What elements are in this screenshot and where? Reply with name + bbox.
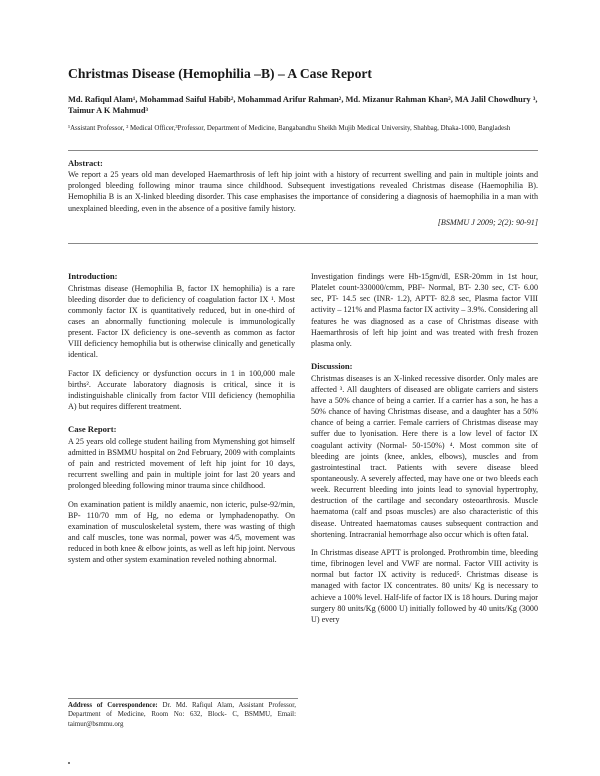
page-mark <box>68 762 70 764</box>
discussion-paragraph-2: In Christmas disease APTT is prolonged. Prothrombin time, bleeding time, fibrinogen level and VWF are normal. Factor VIII activity is normal but factor IX activity is reduced⁵. Christmas disease is managed with factor IX concentrates. 80 units/ Kg is necessary to achieve a 100% level. Half-life of factor IX is 18 hours. During major surgery 80 units/Kg (6000 U) initially followed by 40 units/Kg (3000 U) every <box>311 547 538 624</box>
journal-citation: [BSMMU J 2009; 2(2): 90-91] <box>437 218 538 227</box>
correspondence-text: Dr. Md. Rafiqul Alam, Assistant Professor, Department of Medicine, Room No: 632, Block- C, BSMMU, Email: taimur@bsmmu.org <box>68 702 296 728</box>
introduction-paragraph-1: Christmas disease (Hemophilia B, factor IX hemophilia) is a rare bleeding disorder due to deficiency of coagulation factor IX ¹. Most commonly factor IX is quantitatively reduced, but in one-third of cases an abnormally functioning molecule is immunologically present. Factor IX deficiency is one–seventh as common as factor VIII deficiency hemophilia but is otherwise clinically and genetically identical. <box>68 283 295 360</box>
correspondence-label: Address of Correspondence: <box>68 702 158 709</box>
discussion-heading: Discussion: <box>311 361 353 372</box>
author-list: Md. Rafiqul Alam¹, Mohammad Saiful Habib², Mohammad Arifur Rahman², Md. Mizanur Rahman Khan², MA Jalil Chowdhury ³, Taimur A K Mahmud³ <box>68 95 538 115</box>
introduction-heading: Introduction: <box>68 271 118 281</box>
divider-top <box>68 150 538 151</box>
correspondence-address <box>68 701 296 729</box>
divider-address <box>68 698 298 699</box>
abstract-heading: Abstract: <box>68 158 103 168</box>
paper-title: Christmas Disease (Hemophilia –B) – A Case Report <box>68 66 372 81</box>
discussion-paragraph-1: Christmas diseases is an X-linked recessive disorder. Only males are affected ³. All daughters of diseased are obligate carriers and sisters have a 50% chance of being a carrier. If a carrier has a son, he has a 50% chance of having Christmas disease, and a daughter has a 50% chance of being a carrier. Female carriers of Christmas disease may suffer due to lyonisation. Here there is a low level of factor IX coagulant activity (Normal- 50-150%) ⁴. Most common site of bleeding are joints (knee, ankles, elbows), muscles and from gastrointestinal tract. Patients with severe disease bleed spontaneously. A severely affected, may have one or two bleeds each week. Recurrent bleeding into joints lead to synovial hypertrophy, destruction of the cartilage and secondary osteoarthrosis. Muscle haematoma (calf and psoas muscles) are also characteristic of this disease. Untreated haematomas causes subsequent contraction and shortening. Intracranial hemorrhage also occur which is often fatal. <box>311 373 538 539</box>
case-report-heading: Case Report: <box>68 424 117 435</box>
case-report-paragraph-1: A 25 years old college student hailing from Mymenshing got himself admitted in BSMMU hospital on 2nd February, 2009 with complaints of pain and restricted movement of left hip joint for 10 days, recurrent swelling and pain in multiple joint for last 20 years and prolonged bleeding following minor trauma since childhood. <box>68 436 295 491</box>
introduction-paragraph-2: Factor IX deficiency or dysfunction occurs in 1 in 100,000 male births². Accurate laboratory diagnosis is critical, since it is indistinguishable clinically from factor VIII deficiency (hemophilia A) but requires different treatment. <box>68 368 295 412</box>
affiliations: ¹Assistant Professor, ² Medical Officer,³Professor, Department of Medicine, Bangabandhu Sheikh Mujib Medical University, Shahbag, Dhaka-1000, Bangladesh <box>68 125 511 132</box>
right-column <box>311 271 538 632</box>
divider-abstract <box>68 243 538 244</box>
case-report-paragraph-2: On examination patient is mildly anaemic, non icteric, pulse-92/min, BP- 110/70 mm of Hg, no edema or lymphadenopathy. On examination of musculoskeletal system, there was wasting of thigh and calf muscles, tone was normal, power was 4/5, movement was reduced in both knee & elbow joints, as well as left hip joint. Nervous system and other system examination reveled nothing abnormal. <box>68 499 295 565</box>
abstract-text: We report a 25 years old man developed Haemarthrosis of left hip joint with a history of recurrent swelling and pain in multiple joints and prolonged bleeding following minor trauma since childhood. Subsequent investigations revealed Christmas disease (Haemophilia B). Hemophilia B is an X-linked bleeding disorder. This case emphasises the importance of considering a diagnosis of haemophilia in a man with unexplained bleeding, even in the absence of a positive family history. <box>68 170 538 213</box>
left-column <box>68 271 295 572</box>
investigation-paragraph: Investigation findings were Hb-15gm/dl, ESR-20mm in 1st hour, Platelet count-330000/cmm, PBF- Normal, BT- 2.30 sec, CT- 6.00 sec, PT- 14.5 sec (INR- 1.2), APTT- 82.8 sec, Plasma factor VIII activity – 121% and Plasma factor IX activity – 3.9%. Considering all features he was diagnosed as a case of Christmas disease with Haemarthrosis of left hip joint and was treated with fresh frozen plasma only. <box>311 272 538 348</box>
